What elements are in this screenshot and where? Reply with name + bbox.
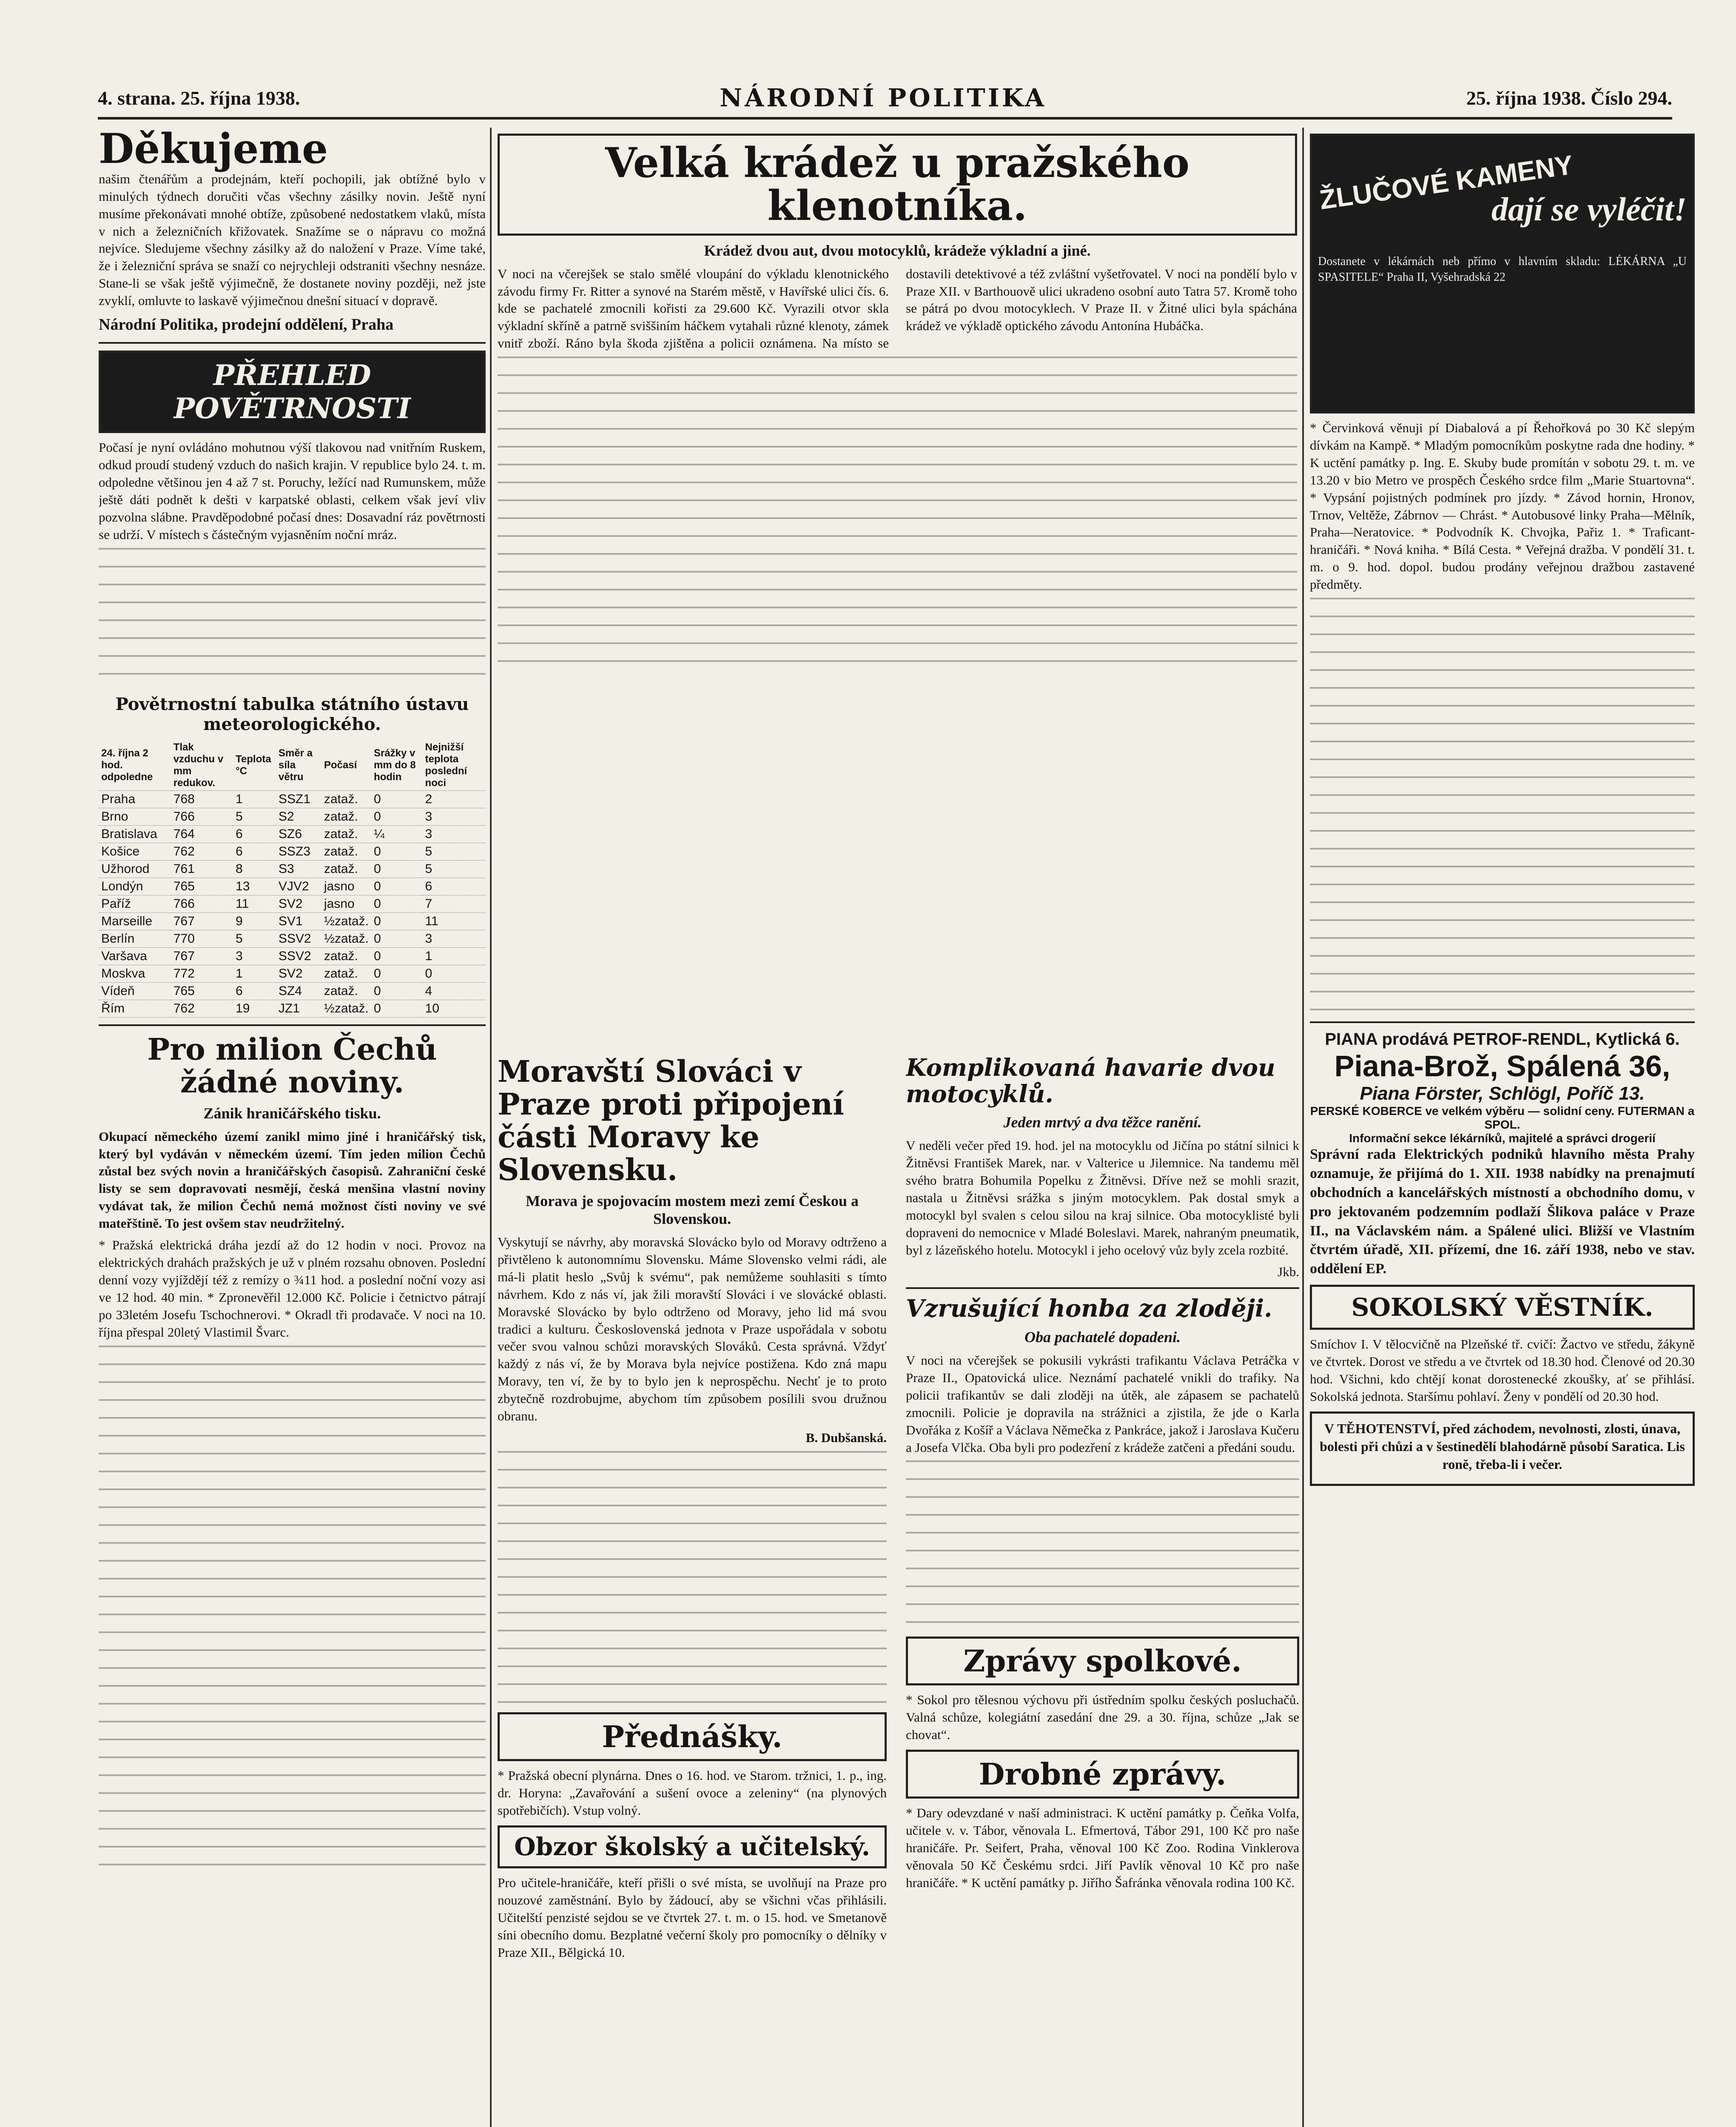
table-row xyxy=(99,1000,486,1017)
kradez-subtitle: Krádež dvou aut, dvou motocyklů, krádeže výkladní a jiné. xyxy=(704,242,1091,259)
dekujeme-title: Děkujeme xyxy=(99,128,328,173)
table-cell: jasno xyxy=(322,878,371,895)
table-cell: 5 xyxy=(233,930,276,947)
divider xyxy=(99,342,486,344)
table-cell: 1 xyxy=(423,947,486,965)
table-cell: 3 xyxy=(423,930,486,947)
weather-table xyxy=(99,740,486,1018)
header-right: 25. října 1938. Číslo 294. xyxy=(1466,87,1672,109)
piana-line-1: PIANA prodává PETROF-RENDL, Kytlická 6. xyxy=(1325,1030,1680,1049)
table-cell: 6 xyxy=(233,843,276,860)
table-cell: 7 xyxy=(423,895,486,912)
kradez-continued xyxy=(498,356,1297,663)
table-cell: 5 xyxy=(423,860,486,878)
column-2a xyxy=(498,1055,887,2127)
table-cell: SZ6 xyxy=(276,825,322,843)
table-cell: S3 xyxy=(276,860,322,878)
honba-subtitle: Oba pachatelé dopadeni. xyxy=(1025,1329,1181,1346)
drobne-title: Drobné zprávy. xyxy=(979,1756,1227,1792)
table-cell: 10 xyxy=(423,1000,486,1017)
column-3 xyxy=(1310,128,1695,2127)
kradez-text: V noci na včerejšek se stalo smělé vloupání do výkladu klenotnického závodu firmy Fr. Ritter a synové na Starém městě, v Havířské ulici čís. 6. kde se pachatelé zmocnili kořisti za 29.600 Kč. Vyrazili otvor skla výkladní skříně a patrně sviššiním háčkem vytahali různé klenoty, zámek vnitř zboží. Ráno byla škoda zjištěna a policii oznámena. Na místo se dostavili detektivové a též zvláštní vyšetřovatel. V noci na pondělí bylo v Praze XII. v Barthouově ulici ukradeno osobní auto Tatra 57. Kromě toho se pátrá po dvou motocyklech. V Praze II. v Žitné ulici byla spáchána krádež ve výkladě optického závodu Antonína Hubáčka. xyxy=(498,266,1297,351)
tabulka-title: Povětrnostní tabulka státního ústavu meteorologického. xyxy=(115,694,469,734)
table-cell: 764 xyxy=(171,825,233,843)
piana-line-2: Piana-Brož, Spálená 36, xyxy=(1334,1049,1671,1083)
komplik-sign: Jkb. xyxy=(1278,1264,1299,1279)
spolky-text: * Sokol pro tělesnou výchovu při ústředním spolku českých posluchačů. Valná schůze, kolegiátní zasedání dne 29. a 30. října, schůze „Jak se chovat“. xyxy=(906,1692,1299,1742)
table-cell: Praha xyxy=(99,790,171,808)
table-cell: JZ1 xyxy=(276,1000,322,1017)
table-cell: 6 xyxy=(233,825,276,843)
zlucove-ad xyxy=(1310,134,1695,413)
weather-table-header: Teplota °C xyxy=(233,740,276,791)
dekujeme-sign: Národní Politika, prodejní oddělení, Praha xyxy=(99,316,394,334)
table-cell: 767 xyxy=(171,947,233,965)
sokol-text: Smíchov I. V tělocvičně na Plzeňské tř. cvičí: Žactvo ve středu, žákyně ve čtvrtek. Dorost ve středu a ve čtvrtek od 18.30 hod. Členové od 20.30 hod. Všichni, kdo chtějí konat dorostenecké zkoušky, ať se přihlásí. Sokolská jednota. Staršímu pohlaví. Ženy v pondělí od 20.30 hod. xyxy=(1310,1337,1695,1404)
table-cell: 6 xyxy=(233,982,276,1000)
slovaci-sign: B. Dubšanská. xyxy=(805,1430,887,1445)
table-cell: zataž. xyxy=(322,843,371,860)
table-cell: 765 xyxy=(171,982,233,1000)
weather-table-header: 24. října 2 hod. odpoledne xyxy=(99,740,171,791)
table-cell: 5 xyxy=(423,843,486,860)
table-cell: jasno xyxy=(322,895,371,912)
table-row xyxy=(99,912,486,930)
table-cell: SSV2 xyxy=(276,930,322,947)
komplik-title: Komplikovaná havarie dvou motocyklů. xyxy=(906,1055,1275,1108)
table-cell: VJV2 xyxy=(276,878,322,895)
table-cell: 0 xyxy=(371,843,423,860)
table-cell: ½zataž. xyxy=(322,1000,371,1017)
table-cell: ½zataž. xyxy=(322,930,371,947)
table-row xyxy=(99,982,486,1000)
table-cell: 0 xyxy=(371,982,423,1000)
table-row xyxy=(99,930,486,947)
table-cell: 766 xyxy=(171,895,233,912)
sprava-text: Správní rada Elektrických podniků hlavního města Prahy oznamuje, že přijímá do 1. XII. 1938 nabídky na prenajmutí obchodních a kancelářských místností a obchodního domu, v pro jektovaném podzemním podlaží Šlikova paláce v Praze II., na Václavském nám. a Spálené ulici. Bližší ve Vlastním čtvrtém úřadě, XII. přízemí, dne 16. září 1938, nebo ve stav. oddělení EP. xyxy=(1310,1146,1695,1277)
table-cell: 11 xyxy=(423,912,486,930)
table-cell: 0 xyxy=(423,965,486,982)
table-cell: Řím xyxy=(99,1000,171,1017)
komplik-subtitle: Jeden mrtvý a dva těžce ranění. xyxy=(1003,1114,1202,1131)
table-cell: SV2 xyxy=(276,895,322,912)
table-cell: 768 xyxy=(171,790,233,808)
page-header xyxy=(98,79,1672,120)
honba-text: V noci na včerejšek se pokusili vykrásti trafikantu Václava Petráčka v Praze II., Opatovická ulice. Neznámí pachatelé vnikli do trafiky. Na policii trafikantův se dali zloději na útěk, ale zápasem se pachatelů zmocnili. Policie je dopravila na strážnici a zjistila, že jde o Karla Dvořáka z Košíř a Václava Němečka z Pankráce, jakož i Jaroslava Kučeru a Josefa Vlčka. Oba byli pro podezření z krádeže zatčeni a předáni soudu. xyxy=(906,1353,1299,1455)
table-cell: SV2 xyxy=(276,965,322,982)
dekujeme-text: našim čtenářům a prodejnám, kteří pochopili, jak obtížné bylo v minulých týdnech doručiti včas všechny zásilky novin. Ještě nyní musíme překonávati mnohé obtíže, způsobené nedostatkem vlaků, místa v nich a železničních křižovatek. Snažíme se o nápravu co možná nejvíce. Sledujeme všechny zásilky až do naložení v Praze. Víme také, že i železniční správa se snaží co nejrychleji odstraniti všechny nesnáze. Stane-li se však ještě výjimečně, že dostanete noviny později, než jste zvyklí, omluvte to laskavě výjimečnou dnešní situací v dopravě. xyxy=(99,171,486,308)
sokol-box xyxy=(1310,1285,1695,1330)
tehotna-ad xyxy=(1310,1411,1695,1486)
table-cell: Brno xyxy=(99,808,171,825)
table-cell: 13 xyxy=(233,878,276,895)
table-cell: 1 xyxy=(233,790,276,808)
table-cell: 9 xyxy=(233,912,276,930)
spolky-title: Zprávy spolkové. xyxy=(963,1643,1242,1679)
table-cell: zataž. xyxy=(322,965,371,982)
table-cell: ½zataž. xyxy=(322,912,371,930)
weather-table-header: Počasí xyxy=(322,740,371,791)
table-cell: 2 xyxy=(423,790,486,808)
table-cell: 3 xyxy=(423,808,486,825)
table-row xyxy=(99,790,486,808)
column-2-top xyxy=(498,128,1297,1051)
table-row xyxy=(99,825,486,843)
ad-text: Dostanete v lékárnách neb přímo v hlavním skladu: LÉKÁRNA „U SPASITELE“ Praha II, Vyšehradská 22 xyxy=(1318,255,1687,284)
milion-text-2: * Pražská elektrická dráha jezdí až do 12 hodin v noci. Provoz na elektrických drahách pražských je už v plném rozsahu obnoven. Poslední denní vozy vyjíždějí též z remízy o ¾11 hod. a poslední noční vozy asi ve 12 hod. 40 min. * Zpronevěřil 12.000 Kč. Policie i četnictvo pátrají po 33letém Josefu Tschochnerovi. * Okradl tři prodavače. V noci na 10. října přespal 20letý Vlastimil Švarc. xyxy=(99,1237,486,1340)
prednasky-text: * Pražská obecní plynárna. Dnes o 16. hod. ve Starom. tržnici, 1. p., ing. dr. Horyna: „Zavařování a sušení ovoce a zeleniny“ (na plynových spotřebičích). Vstup volný. xyxy=(498,1768,887,1818)
table-cell: 0 xyxy=(371,965,423,982)
obzor-box xyxy=(498,1825,887,1869)
prehled-text: Počasí je nyní ovládáno mohutnou výší tlakovou nad vnitřním Ruskem, odkud proudí studený vzduch do našich krajin. V republice bylo 24. t. m. odpoledne většinou jen 4 až 7 st. Poruchy, ležící nad Rumunskem, může ještě dáti podnět k dešti v karpatské oblasti, celkem však jeví vliv pozvolna slábne. Pravděpodobné počasí dnes: Dosavadní ráz povětrnosti se udrží. V místech s částečným vyjasněním noční mráz. xyxy=(99,440,486,542)
piana-line-3: Piana Förster, Schlögl, Poříč 13. xyxy=(1360,1083,1645,1104)
table-cell: 3 xyxy=(423,825,486,843)
table-cell: 766 xyxy=(171,808,233,825)
obzor-title: Obzor školský a učitelský. xyxy=(514,1832,870,1861)
kradez-title: Velká krádež u pražského klenotníka. xyxy=(605,139,1190,230)
piana-line-4: PERSKÉ KOBERCE ve velkém výběru — solidní ceny. FUTERMAN a SPOL. xyxy=(1310,1104,1695,1132)
table-cell: zataž. xyxy=(322,947,371,965)
table-cell: ¼ xyxy=(371,825,423,843)
table-cell: 762 xyxy=(171,843,233,860)
table-cell: S2 xyxy=(276,808,322,825)
table-cell: Berlín xyxy=(99,930,171,947)
milion-subtitle: Zánik hraničářského tisku. xyxy=(203,1104,381,1122)
column-2b xyxy=(906,1055,1299,2127)
slovaci-title: Moravští Slováci v Praze proti připojení části Moravy ke Slovensku. xyxy=(498,1055,844,1187)
table-cell: 765 xyxy=(171,878,233,895)
table-cell: 0 xyxy=(371,860,423,878)
milion-title: Pro milion Čechů žádné noviny. xyxy=(147,1031,437,1100)
spolky-box xyxy=(906,1637,1299,1685)
short-news xyxy=(99,1346,486,1877)
prednasky-title: Přednášky. xyxy=(602,1719,783,1754)
table-cell: 19 xyxy=(233,1000,276,1017)
komplik-text: V neděli večer před 19. hod. jel na motocyklu od Jičína po státní silnici k Žitněvsi František Marek, nar. v Valterice u Jilemnice. Na tandemu měl svého bratra Bohumila Popelku z Žitněvsi. Dříve než se mohli srazit, nastala u Žitněvsi srážka s jiným motocyklem. Pak dostal smyk a motocykl byl svalen s celou silou na kraj silnice. Oba motocyklisté byli dopraveni do nemocnice v Mladé Boleslavi. Marek, nahraným pneumatik, byl z lázeňského hotelu. Motocykl i jeho ocelový vůz byly zcela rozbité. xyxy=(906,1138,1299,1257)
table-cell: 0 xyxy=(371,930,423,947)
kradez-headline-box xyxy=(498,134,1297,236)
table-cell: 767 xyxy=(171,912,233,930)
kradez-body xyxy=(498,265,1297,353)
table-cell: 0 xyxy=(371,790,423,808)
table-cell: 8 xyxy=(233,860,276,878)
table-cell: 0 xyxy=(371,878,423,895)
table-cell: 770 xyxy=(171,930,233,947)
table-cell: 0 xyxy=(371,1000,423,1017)
column-1 xyxy=(99,128,486,2127)
table-cell: 0 xyxy=(371,895,423,912)
sokol-title: SOKOLSKÝ VĚSTNÍK. xyxy=(1351,1293,1653,1322)
table-row xyxy=(99,808,486,825)
table-cell: Paříž xyxy=(99,895,171,912)
weather-table-header: Nejnižší teplota poslední noci xyxy=(423,740,486,791)
piana-line-5: Informační sekce lékárníků, majitelé a správci drogerií xyxy=(1349,1132,1656,1145)
table-cell: 762 xyxy=(171,1000,233,1017)
weather-table-header: Směr a síla větru xyxy=(276,740,322,791)
table-cell: 4 xyxy=(423,982,486,1000)
table-cell: SZ4 xyxy=(276,982,322,1000)
table-cell: 5 xyxy=(233,808,276,825)
table-cell: Marseille xyxy=(99,912,171,930)
milion-text: Okupací německého území zanikl mimo jiné i hraničářský tisk, který byl vydáván v německém území. Tím jeden milion Čechů zůstal bez svých novin a hraničářských časopisů. Zahraniční české listy se sem dopravovati nesmějí, česká menšina vlastní noviny vydávat tak, že milion Čechů nemá možnost čísti noviny ve své mateřštině. To jest ovšem stav neudržitelný. xyxy=(99,1129,486,1231)
table-cell: Bratislava xyxy=(99,825,171,843)
table-cell: Vídeň xyxy=(99,982,171,1000)
slovaci-subtitle: Morava je spojovacím mostem mezi zemí Českou a Slovenskou. xyxy=(526,1192,859,1227)
table-row xyxy=(99,878,486,895)
column-rule-1 xyxy=(490,128,492,2127)
table-row xyxy=(99,895,486,912)
table-cell: Košice xyxy=(99,843,171,860)
table-cell: zataž. xyxy=(322,860,371,878)
table-row xyxy=(99,860,486,878)
table-cell: SSZ1 xyxy=(276,790,322,808)
table-cell: Moskva xyxy=(99,965,171,982)
column-rule-2 xyxy=(1302,128,1304,2127)
drobne-text: * Dary odevzdané v naší administraci. K uctění památky p. Čeňka Volfa, učitele v. v. Tábor, věnovala L. Efmertová, Tábor 291, 100 Kč pro naše hraničáře. Pr. Seifert, Praha, věnoval 100 Kč Zoo. Rodina Vinklerova věnovala 50 Kč Českému srdci. Jiří Pavlík věnoval 10 Kč pro naše hraničáře. * K uctění památky p. Jiřího Šafránka věnovala rodina 100 Kč. xyxy=(906,1805,1299,1890)
slovaci-continued xyxy=(498,1451,887,1706)
table-row xyxy=(99,965,486,982)
col3-news: * Červinková věnuji pí Diabalová a pí Řehořková po 30 Kč slepým dívkám na Kampě. * Mladým pomocníkům poskytne rada dne hodiny. * K uctění památky p. Ing. E. Skuby bude promítán v sobotu 29. t. m. ve 13.20 v bio Metro ve prospěch Českého srdce film „Marie Stuartovna“. * Vypsání pojistných podmínek pro jízdy. * Závod hornin, Hronov, Trnov, Veltěže, Zábrnov — Chrást. * Autobusové linky Praha—Mělník, Praha—Neratovice. * Podvodník K. Chvojka, Pařiz 1. * Traficant-hraničáři. * Nová kniha. * Bílá Cesta. * Veřejná dražba. V pondělí 31. t. m. o 9. hod. dopol. budou prodány veřejnou dražbou zastavené předměty. xyxy=(1310,420,1695,592)
table-cell: zataž. xyxy=(322,790,371,808)
weather-table-header: Tlak vzduchu v mm redukov. xyxy=(171,740,233,791)
ad-line-2: dají se vyléčit! xyxy=(1491,191,1687,228)
table-cell: 1 xyxy=(233,965,276,982)
table-cell: Londýn xyxy=(99,878,171,895)
divider xyxy=(99,1024,486,1026)
table-cell: 3 xyxy=(233,947,276,965)
table-cell: SSV2 xyxy=(276,947,322,965)
table-cell: zataž. xyxy=(322,825,371,843)
table-cell: 6 xyxy=(423,878,486,895)
header-left: 4. strana. 25. října 1938. xyxy=(98,87,300,109)
drobne-box xyxy=(906,1750,1299,1799)
prednasky-box xyxy=(498,1712,887,1761)
masthead: NÁRODNÍ POLITIKA xyxy=(720,83,1047,112)
prehled-banner xyxy=(99,351,486,433)
weather-table-header: Srážky v mm do 8 hodin xyxy=(371,740,423,791)
ad-line-1: ŽLUČOVÉ KAMENY xyxy=(1318,149,1575,215)
table-cell: 0 xyxy=(371,808,423,825)
table-cell: SSZ3 xyxy=(276,843,322,860)
divider xyxy=(906,1287,1299,1289)
honba-title: Vzrušující honba za zloději. xyxy=(906,1294,1272,1323)
table-cell: Varšava xyxy=(99,947,171,965)
table-cell: 0 xyxy=(371,947,423,965)
table-cell: zataž. xyxy=(322,808,371,825)
tehotna-text: V TĚHOTENSTVÍ, před záchodem, nevolnosti, zlosti, únava, bolesti při chůzi a v šestinedělí blahodárně působí Saratica. Lis roně, třeba-li i večer. xyxy=(1320,1420,1685,1472)
table-row xyxy=(99,947,486,965)
table-cell: 0 xyxy=(371,912,423,930)
table-cell: SV1 xyxy=(276,912,322,930)
obzor-text: Pro učitele-hraničáře, kteří přišli o své místa, se uvolňují na Praze pro nouzové zaměstnání. Bylo by žádoucí, aby se všichni včas přihlásili. Učitelští penzisté sejdou se ve čtvrtek 27. t. m. o 15. hod. ve Smetanově síni obecního domu. Bezplatné večerní školy pro pomocníky o dělníky v Praze XII., Bělgická 10. xyxy=(498,1875,887,1960)
table-cell: zataž. xyxy=(322,982,371,1000)
prehled-title: PŘEHLED POVĚTRNOSTI xyxy=(174,359,411,425)
table-cell: 772 xyxy=(171,965,233,982)
divider xyxy=(1310,1021,1695,1023)
col3-news-continued xyxy=(1310,598,1695,1015)
table-row xyxy=(99,843,486,860)
table-cell: Užhorod xyxy=(99,860,171,878)
table-cell: 761 xyxy=(171,860,233,878)
table-cell: 11 xyxy=(233,895,276,912)
weather-details xyxy=(99,548,486,688)
slovaci-text: Vyskytují se návrhy, aby moravská Slovácko bylo od Moravy odtrženo a přivtěleno k autonomnímu Slovensku. Máme Slovensko velmi rádi, ale má-li platit heslo „Svůj k svému“, pak nemůžeme souhlasiti s tímto návrhem. Kdo z nás ví, jak žili moravští Slováci i ve slovácké oblasti. Moravské Slovácko by bylo odtrženo od Moravy, jeho lid má svou tradici a kulturu. Československá jednota v Praze uspořádala v sobotu večer svou valnou schůzi moravských Slováků. Cesta správná. Vždyť každý z nás ví, že by Morava byla nejvíce postižena. Kdo zná mapu Moravy, ten ví, že by to bylo jen k neprospěchu. Nechť je to proto zbytečně rozdrobujme, abychom tím způsobem posílili svou družnou obranu. xyxy=(498,1235,887,1424)
honba-continued xyxy=(906,1460,1299,1631)
